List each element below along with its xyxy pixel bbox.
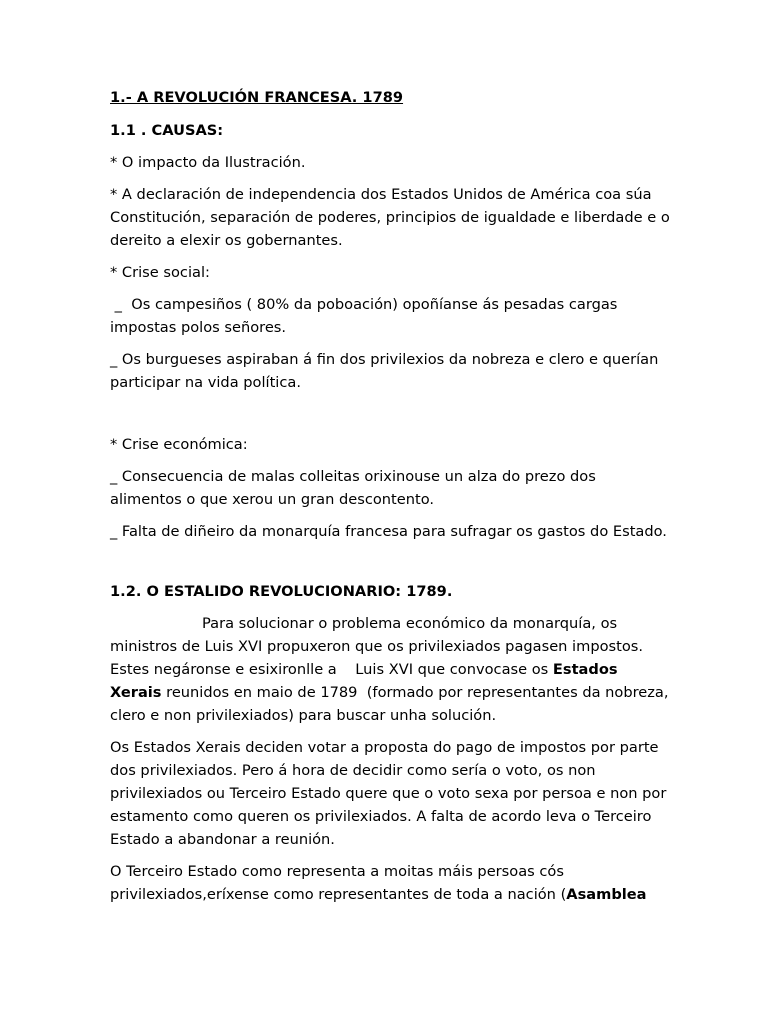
paragraph-campesinos: _ Os campesiños ( 80% da poboación) opoñíanse ás pesadas cargas impostas polos señores. [110,296,623,336]
main-heading: 1.- A REVOLUCIÓN FRANCESA. 1789 [110,89,404,106]
paragraph-estados-xerais [110,612,674,727]
section-heading-causas: 1.1 . CAUSAS: [110,122,224,139]
paragraph-crise-economica: * Crise económica: [110,436,248,453]
paragraph-text: reunidos en maio de 1789 (formado por representantes da nobreza, clero e non privilexiados) para buscar unha solución. [110,684,674,724]
spacer [110,552,670,580]
paragraph-text: Para solucionar o problema económico da monarquía, os ministros de Luis XVI propuxeron que os privilexiados pagasen impostos. Estes negáronse e esixironlle a Luis XVI que convocase os [110,615,648,678]
paragraph-ilustracion: * O impacto da Ilustración. [110,154,306,171]
paragraph-text: O Terceiro Estado como representa a moitas máis persoas cós privilexiados,eríxense como representantes de toda a nación ( [110,863,567,903]
section-heading-estalido: 1.2. O ESTALIDO REVOLUCIONARIO: 1789. [110,583,453,600]
document-body [110,86,674,915]
paragraph-crise-social: * Crise social: [110,264,210,281]
paragraph-declaracion: * A declaración de independencia dos Estados Unidos de América coa súa Constitución, separación de poderes, principios de igualdade e liberdade e o dereito a elexir os gobernantes. [110,186,670,249]
paragraph-burgueses: _ Os burgueses aspiraban á fin dos privilexios da nobreza e clero e querían participar na vida política. [110,351,659,391]
bold-term-estados-xerais: Estados Xerais [110,661,623,701]
paragraph-dineiro: _ Falta de diñeiro da monarquía francesa para sufragar os gastos do Estado. [110,523,667,540]
spacer [110,403,670,433]
paragraph-colleitas: _ Consecuencia de malas colleitas orixinouse un alza do prezo dos alimentos o que xerou un gran descontento. [110,468,596,508]
paragraph-votacion: Os Estados Xerais deciden votar a proposta do pago de impostos por parte dos privilexiados. Pero á hora de decidir como sería o voto, os non privilexiados ou Terceiro Estado quere que o voto sexa por persoa e non por estamento como queren os privilexiados. A falta de acordo leva o Terceiro Estado a abandonar a reunión. [110,739,667,848]
bold-term-asamblea: Asamblea [566,886,647,903]
paragraph-terceiro-estado [110,860,670,906]
